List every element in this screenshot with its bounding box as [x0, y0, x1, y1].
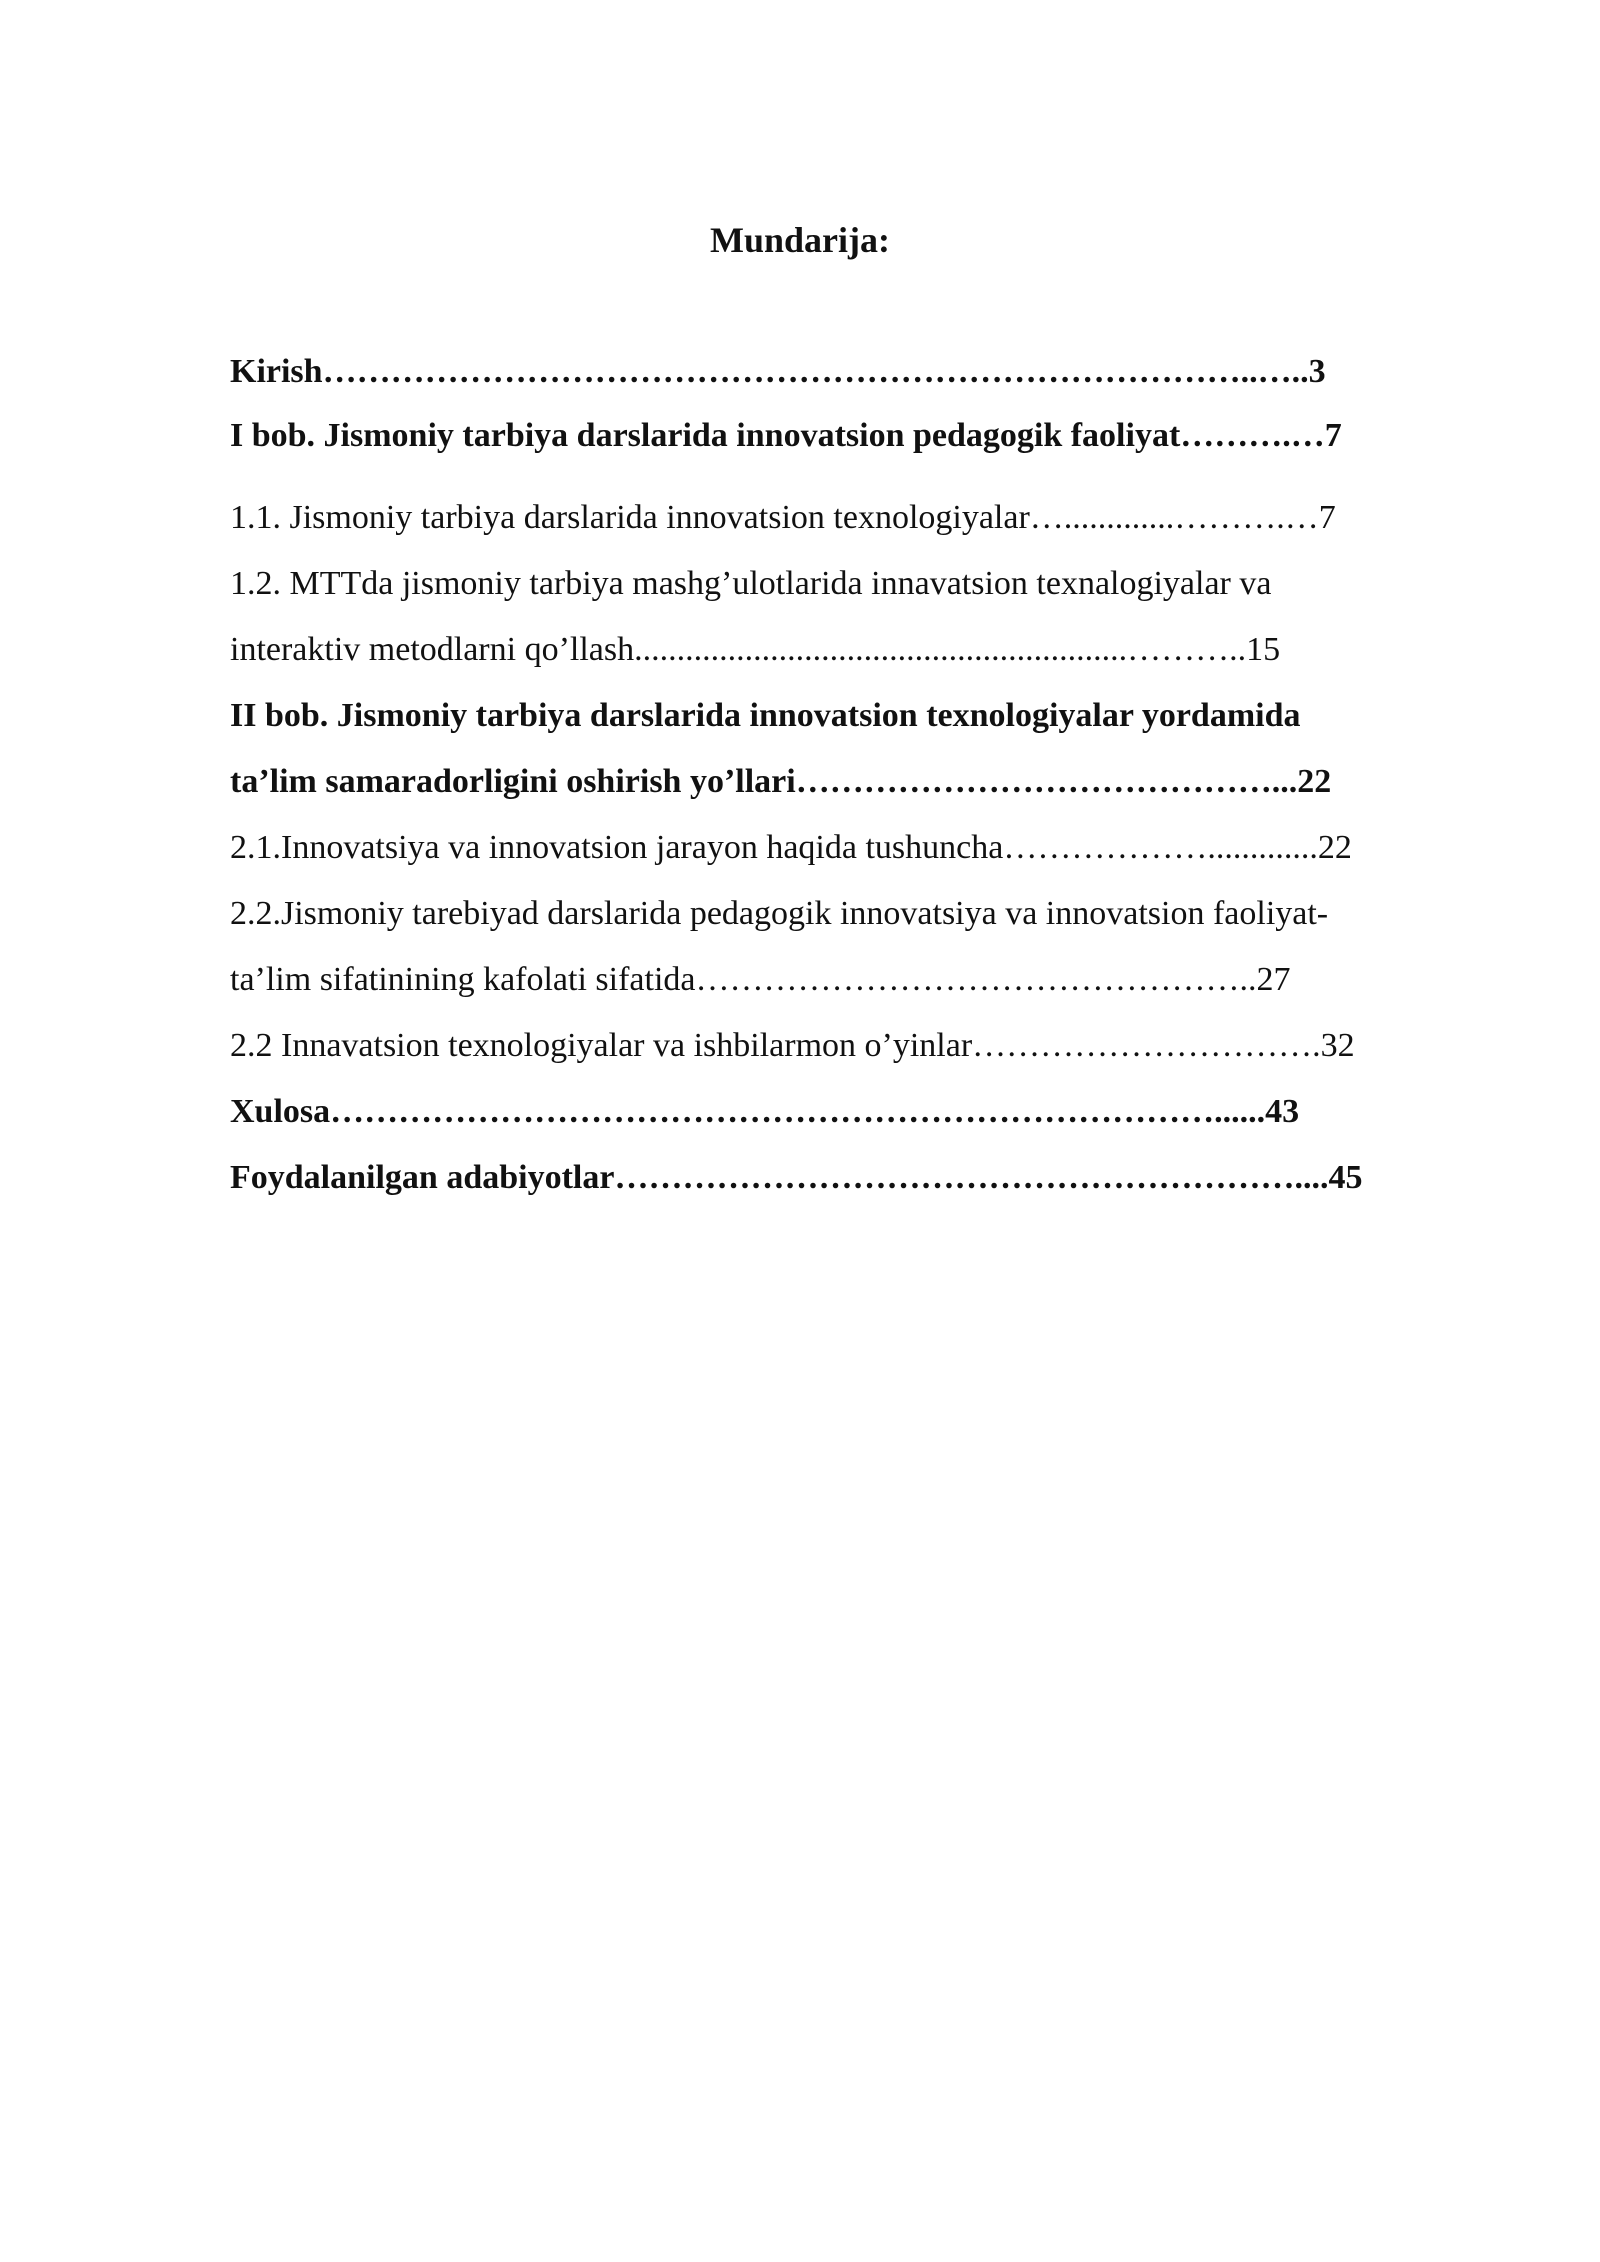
- toc-entry-section-1-2: 1.2. MTTda jismoniy tarbiya mashg’ulotlarida innavatsion texnalogiyalar va: [230, 565, 1272, 602]
- toc-entry-section-1-1: 1.1. Jismoniy tarbiya darslarida innovatsion texnologiyalar….............……….…7: [230, 499, 1336, 536]
- toc-entry-chapter-1: I bob. Jismoniy tarbiya darslarida innovatsion pedagogik faoliyat……….…7: [230, 417, 1342, 454]
- toc-entry-section-2-1: 2.1.Innovatsiya va innovatsion jarayon haqida tushuncha……………….............22: [230, 829, 1352, 866]
- toc-entry-kirish: Kirish………………………………………………………………………..…..3: [230, 353, 1326, 390]
- toc-entry-xulosa: Xulosa……………………………………………………………………......43: [230, 1093, 1300, 1130]
- toc-entry-section-2-2: 2.2.Jismoniy tarebiyad darslarida pedagogik innovatsiya va innovatsion faoliyat-: [230, 895, 1329, 932]
- toc-entry-section-2-2-cont: ta’lim sifatinining kafolati sifatida…………………………………………..27: [230, 961, 1291, 998]
- toc-entry-chapter-2: II bob. Jismoniy tarbiya darslarida innovatsion texnologiyalar yordamida: [230, 697, 1301, 734]
- toc-entry-chapter-2-cont: ta’lim samaradorligini oshirish yo’llari……………………………………...22: [230, 763, 1332, 800]
- toc-entry-adabiyotlar: Foydalanilgan adabiyotlar……………………………………………………....45: [230, 1159, 1363, 1196]
- toc-entry-section-2-2b: 2.2 Innavatsion texnologiyalar va ishbilarmon o’yinlar………………………….32: [230, 1027, 1355, 1064]
- page-title: Mundarija:: [710, 220, 890, 260]
- toc-entry-section-1-2-cont: interaktiv metodlarni qo’llash..........................................................………..15: [230, 631, 1281, 668]
